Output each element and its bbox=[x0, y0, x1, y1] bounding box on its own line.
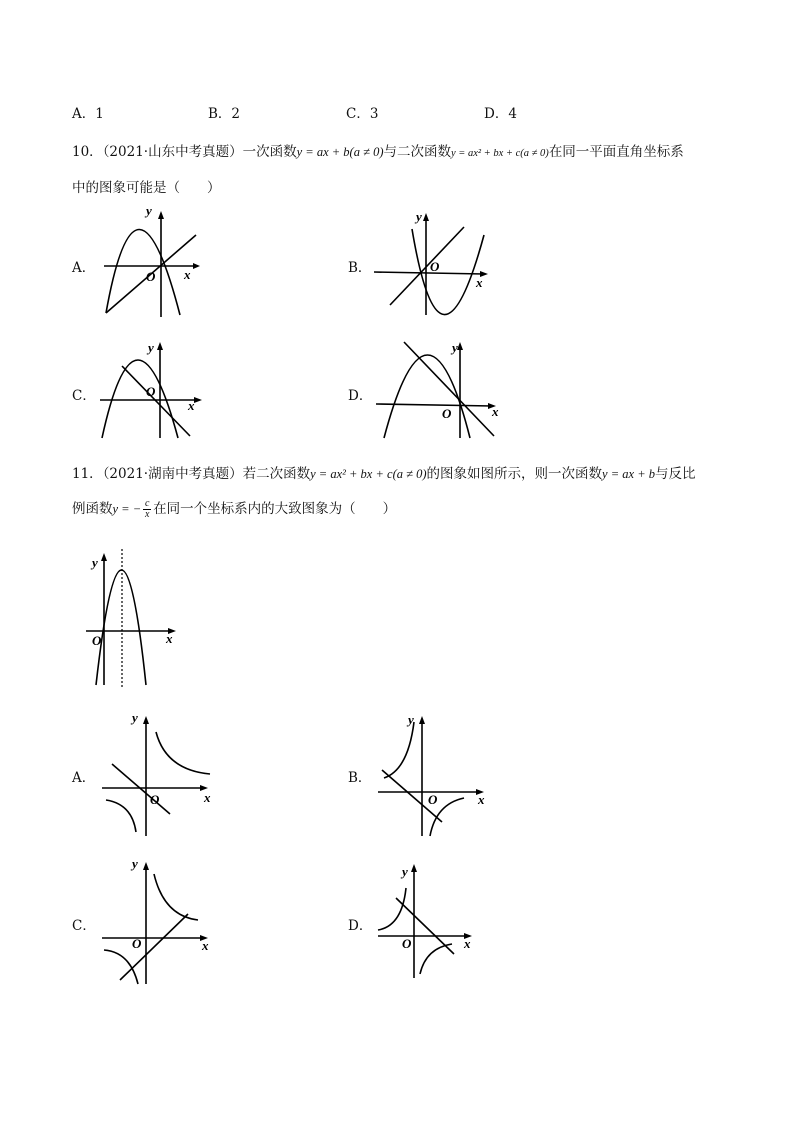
hyperbola-branch-1 bbox=[154, 874, 198, 920]
origin-label: O bbox=[442, 406, 452, 421]
hyperbola-branch-1 bbox=[378, 888, 406, 930]
q9-option-d[interactable]: D．4 bbox=[484, 106, 517, 122]
q11-linear-formula: y = ax + b bbox=[602, 467, 655, 481]
q11-option-a-label[interactable]: A． bbox=[72, 770, 96, 786]
q11-quadratic-figure bbox=[84, 545, 188, 691]
x-label: x bbox=[184, 267, 191, 282]
q11-graph-b[interactable] bbox=[374, 708, 494, 838]
y-arrow bbox=[157, 342, 163, 350]
x-label: x bbox=[464, 936, 471, 951]
y-arrow bbox=[419, 716, 425, 724]
y-arrow bbox=[143, 716, 149, 724]
y-label: y bbox=[416, 209, 422, 224]
q11-number: 11． bbox=[72, 466, 103, 482]
x-arrow bbox=[193, 263, 200, 269]
origin-label: O bbox=[146, 269, 156, 284]
q10-option-d-label[interactable]: D． bbox=[348, 388, 373, 404]
q10-text-3: 在同一平面直角坐标系 bbox=[548, 144, 684, 160]
y-label: y bbox=[132, 856, 138, 871]
y-label: y bbox=[402, 864, 408, 879]
q10-linear-formula: y = ax + b(a ≠ 0) bbox=[296, 145, 384, 159]
origin-label: O bbox=[92, 633, 102, 648]
line bbox=[112, 764, 170, 814]
q11-text-1: 若二次函数 bbox=[242, 466, 311, 482]
y-label: y bbox=[132, 710, 138, 725]
parabola bbox=[102, 360, 178, 438]
q10-stem-line2: 中的图象可能是（ ） bbox=[72, 180, 221, 196]
y-label: y bbox=[148, 340, 154, 355]
fraction-denominator: x bbox=[144, 509, 150, 520]
q11-option-d-label[interactable]: D． bbox=[348, 918, 373, 934]
line bbox=[120, 914, 188, 980]
q11-fraction bbox=[143, 499, 151, 520]
y-label: y bbox=[452, 340, 458, 355]
q9-option-a[interactable]: A．1 bbox=[72, 106, 104, 122]
x-label: x bbox=[204, 790, 211, 805]
x-label: x bbox=[202, 938, 209, 953]
x-axis bbox=[374, 272, 484, 274]
q10-graph-d[interactable] bbox=[372, 338, 504, 442]
x-arrow bbox=[194, 397, 202, 403]
q10-option-c-label[interactable]: C． bbox=[72, 388, 96, 404]
q10-graph-c[interactable] bbox=[96, 338, 208, 442]
origin-label: O bbox=[132, 936, 142, 951]
origin-label: O bbox=[430, 259, 440, 274]
q10-option-b-label[interactable]: B． bbox=[348, 260, 372, 276]
q11-source: （2021·湖南中考真题） bbox=[102, 466, 243, 482]
y-arrow bbox=[143, 862, 149, 870]
origin-label: O bbox=[146, 384, 156, 399]
y-arrow bbox=[423, 213, 429, 221]
y-arrow bbox=[101, 553, 107, 561]
y-label: y bbox=[408, 712, 414, 727]
fraction-numerator: c bbox=[144, 498, 150, 509]
q10-stem-line1 bbox=[72, 140, 684, 160]
q10-graph-b[interactable] bbox=[372, 207, 496, 319]
q11-quadratic-formula: y = ax² + bx + c(a ≠ 0) bbox=[310, 467, 427, 481]
y-label: y bbox=[146, 205, 152, 218]
q11-graph-d[interactable] bbox=[374, 858, 484, 982]
origin-label: O bbox=[428, 792, 438, 807]
x-label: x bbox=[188, 398, 195, 413]
q11-text-2: 的图象如图所示，则一次函数 bbox=[426, 466, 603, 482]
q10-number: 10． bbox=[72, 144, 103, 160]
x-label: x bbox=[492, 404, 499, 419]
q11-text-4: 例函数 bbox=[72, 501, 113, 517]
q11-text-3: 与反比 bbox=[655, 466, 696, 482]
origin-label: O bbox=[150, 792, 160, 807]
y-arrow bbox=[411, 864, 417, 872]
q10-option-a-label[interactable]: A． bbox=[72, 260, 96, 276]
hyperbola-branch-1 bbox=[156, 732, 210, 774]
y-label: y bbox=[92, 555, 98, 570]
q11-stem-line1 bbox=[72, 462, 696, 482]
q10-text-1: 一次函数 bbox=[242, 144, 297, 160]
q11-graph-c[interactable] bbox=[98, 854, 218, 988]
parabola bbox=[106, 229, 180, 315]
q10-source: （2021·山东中考真题） bbox=[102, 144, 243, 160]
hyperbola-branch-1 bbox=[384, 722, 414, 778]
y-arrow bbox=[457, 342, 463, 350]
q11-inverse-formula-lhs: y = − bbox=[112, 502, 142, 516]
x-label: x bbox=[166, 631, 173, 646]
q10-quadratic-formula: y = ax² + bx + c(a ≠ 0) bbox=[451, 148, 549, 159]
q11-graph-a[interactable] bbox=[98, 708, 218, 838]
q10-text-2: 与二次函数 bbox=[383, 144, 451, 160]
q11-option-b-label[interactable]: B． bbox=[348, 770, 372, 786]
q10-graph-a[interactable] bbox=[96, 205, 208, 321]
x-label: x bbox=[476, 275, 483, 290]
q11-option-c-label[interactable]: C． bbox=[72, 918, 96, 934]
y-arrow bbox=[158, 211, 164, 219]
parabola bbox=[412, 229, 484, 315]
q9-option-c[interactable]: C．3 bbox=[346, 106, 379, 122]
hyperbola-branch-2 bbox=[106, 800, 136, 832]
q11-text-5: 在同一个坐标系内的大致图象为（ ） bbox=[153, 501, 397, 517]
line bbox=[404, 342, 494, 436]
q11-stem-line2 bbox=[72, 497, 396, 520]
origin-label: O bbox=[402, 936, 412, 951]
x-label: x bbox=[478, 792, 485, 807]
q9-option-b[interactable]: B．2 bbox=[208, 106, 241, 122]
